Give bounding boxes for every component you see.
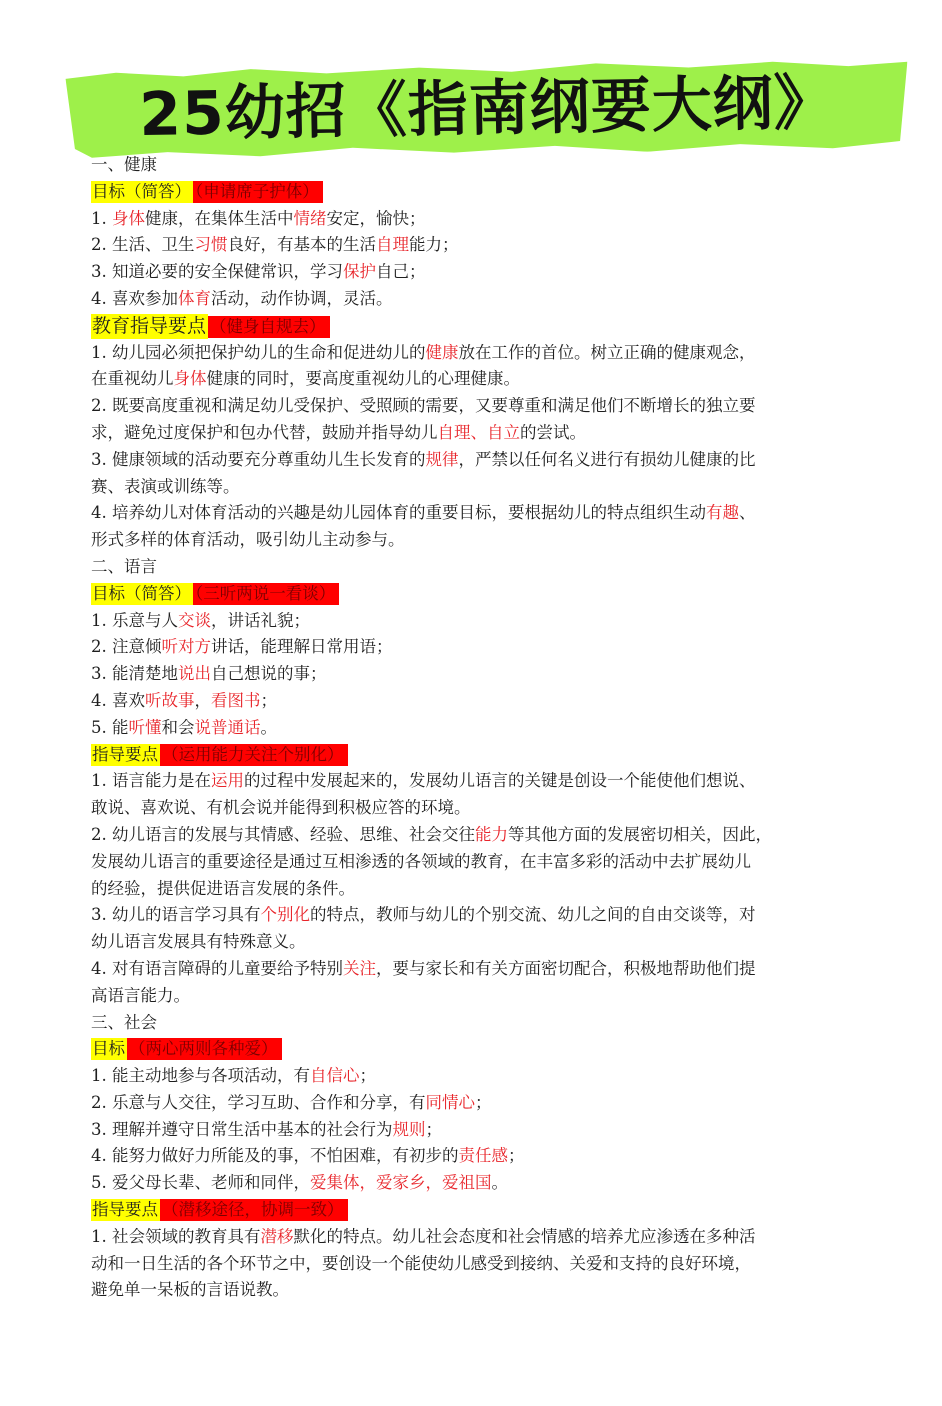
text-segment: 3. 能清楚地 <box>91 664 178 684</box>
keyword-highlight: 有趣 <box>706 503 739 523</box>
keyword-highlight: 自理 <box>376 235 409 255</box>
text-line <box>91 259 811 286</box>
keyword-highlight: 情绪 <box>293 208 327 228</box>
text-segment: 3. 幼儿的语言学习具有 <box>91 905 261 925</box>
language-goal-mnemonic: （三听两说一看谈） <box>193 583 339 605</box>
language-guide-list <box>91 768 811 1009</box>
health-guide-mnemonic: （健身自规去） <box>208 316 330 338</box>
text-segment: 1. 能主动地参与各项活动，有 <box>91 1066 310 1086</box>
text-segment: 2. 乐意与人交往，学习互助、合作和分享，有 <box>91 1092 426 1112</box>
keyword-highlight: 责任感 <box>458 1146 508 1166</box>
society-guide-label-line <box>91 1197 811 1224</box>
text-line <box>91 795 811 822</box>
text-segment: 3. 健康领域的活动要充分尊重幼儿生长发育的 <box>91 449 426 469</box>
language-goal-label: 目标（简答） <box>92 583 191 603</box>
text-line <box>91 527 811 554</box>
keyword-highlight: 听故事 <box>145 690 195 710</box>
text-line <box>91 1143 811 1170</box>
text-segment: 1. 社会领域的教育具有 <box>91 1226 261 1246</box>
text-segment: 5. 爱父母长辈、老师和同伴， <box>91 1173 310 1193</box>
text-line <box>91 286 811 313</box>
keyword-highlight: 能力 <box>475 824 508 844</box>
text-segment: 1. 语言能力是在 <box>91 771 211 791</box>
text-segment: 。 <box>260 717 277 737</box>
text-line <box>91 849 811 876</box>
text-line <box>91 902 811 929</box>
text-segment: 。 <box>491 1173 508 1193</box>
health-goal-mnemonic: （申请席子护体） <box>193 181 323 203</box>
text-segment: 4. 对有语言障碍的儿童要给予特别 <box>91 958 343 978</box>
text-line <box>91 661 811 688</box>
text-line <box>91 1063 811 1090</box>
text-segment: 2. 既要高度重视和满足幼儿受保护、受照顾的需要，又要尊重和满足他们不断增长的独立要 <box>91 396 756 416</box>
keyword-highlight: 潜移 <box>260 1226 294 1246</box>
text-segment: 形式多样的体育活动，吸引幼儿主动参与。 <box>91 530 405 550</box>
text-segment: 良好，有基本的生活 <box>227 235 376 255</box>
text-line <box>91 822 811 849</box>
health-guide-label-line <box>91 313 811 340</box>
health-goal-label: 目标（简答） <box>92 181 191 201</box>
text-line <box>91 1090 811 1117</box>
text-segment: 、 <box>739 503 756 523</box>
text-line <box>91 1224 811 1251</box>
society-goals-list <box>91 1063 811 1197</box>
keyword-highlight: 规律 <box>425 449 459 469</box>
text-line <box>91 232 811 259</box>
text-segment: ， <box>194 690 211 710</box>
text-line <box>91 1117 811 1144</box>
text-segment: 自己想说的事； <box>211 664 327 684</box>
text-segment: 的经验，提供促进语言发展的条件。 <box>91 878 355 898</box>
text-segment: 4. 喜欢 <box>91 690 145 710</box>
text-segment: 1. 幼儿园必须把保护幼儿的生命和促进幼儿的 <box>91 342 426 362</box>
society-guide-list <box>91 1224 811 1304</box>
text-segment: 健康，在集体生活中 <box>145 208 294 228</box>
keyword-highlight: 个别化 <box>260 905 310 925</box>
keyword-highlight: 身体 <box>112 208 145 228</box>
text-line <box>91 420 811 447</box>
text-line <box>91 768 811 795</box>
keyword-highlight: 听懂 <box>128 717 162 737</box>
text-segment: 3. 知道必要的安全保健常识，学习 <box>91 262 343 282</box>
health-guide-list <box>91 340 811 554</box>
society-guide-mnemonic: （潜移途径，协调一致） <box>160 1199 348 1221</box>
society-goal-label: 目标 <box>92 1039 125 1059</box>
keyword-highlight: 自理、自立 <box>437 422 520 442</box>
text-segment: 活动，动作协调，灵活。 <box>211 288 393 308</box>
text-segment: 3. 理解并遵守日常生活中基本的社会行为 <box>91 1119 393 1139</box>
society-goal-label-line <box>91 1036 811 1063</box>
text-segment: 放在工作的首位。树立正确的健康观念， <box>458 342 756 362</box>
text-segment: 求，避免过度保护和包办代替，鼓励并指导幼儿 <box>91 422 438 442</box>
text-line <box>91 634 811 661</box>
text-segment: 4. 培养幼儿对体育活动的兴趣是幼儿园体育的重要目标，要根据幼儿的特点组织生动 <box>91 503 706 523</box>
text-line <box>91 929 811 956</box>
text-segment: 5. 能 <box>91 717 129 737</box>
keyword-highlight: 保护 <box>343 262 376 282</box>
text-segment: 的特点，教师与幼儿的个别交流、幼儿之间的自由交谈等，对 <box>310 905 756 925</box>
language-goals-list <box>91 608 811 742</box>
text-line <box>91 206 811 233</box>
keyword-highlight: 关注 <box>343 958 376 978</box>
text-segment: 幼儿语言发展具有特殊意义。 <box>91 932 306 952</box>
text-line <box>91 447 811 474</box>
keyword-highlight: 自信心 <box>310 1066 360 1086</box>
keyword-highlight: 同情心 <box>425 1092 475 1112</box>
text-segment: 2. 生活、卫生 <box>91 235 195 255</box>
text-segment: ； <box>475 1092 492 1112</box>
section-heading-language: 二、语言 <box>91 556 157 576</box>
text-line <box>91 608 811 635</box>
text-line <box>91 715 811 742</box>
text-line <box>91 366 811 393</box>
text-line <box>91 1170 811 1197</box>
text-segment: 发展幼儿语言的重要途径是通过互相渗透的各领域的教育，在丰富多彩的活动中去扩展幼儿 <box>91 851 751 871</box>
text-segment: ； <box>425 1119 442 1139</box>
society-goal-mnemonic: （两心两则各种爱） <box>127 1038 282 1060</box>
text-segment: 能力； <box>409 235 459 255</box>
keyword-highlight: 听对方 <box>161 637 211 657</box>
text-segment: 赛、表演或训练等。 <box>91 476 240 496</box>
text-line <box>91 688 811 715</box>
keyword-highlight: 爱集体，爱家乡，爱祖国 <box>310 1173 492 1193</box>
title-banner <box>66 64 908 154</box>
text-segment: 和会 <box>161 717 195 737</box>
health-goal-label-line <box>91 179 811 206</box>
text-line <box>91 1251 811 1278</box>
text-segment: 动和一日生活的各个环节之中，要创设一个能使幼儿感受到接纳、关爱和支持的良好环境， <box>91 1253 751 1273</box>
keyword-highlight: 习惯 <box>194 235 228 255</box>
document-body <box>91 152 811 1304</box>
society-guide-label: 指导要点 <box>92 1200 158 1220</box>
text-segment: 默化的特点。幼儿社会态度和社会情感的培养尤应渗透在多种活 <box>293 1226 756 1246</box>
text-segment: 避免单一呆板的言语说教。 <box>91 1280 289 1300</box>
keyword-highlight: 身体 <box>173 369 207 389</box>
text-segment: 1. 乐意与人 <box>91 610 178 630</box>
text-segment: ； <box>260 690 277 710</box>
language-goal-label-line <box>91 581 811 608</box>
text-segment: ，严禁以任何名义进行有损幼儿健康的比 <box>458 449 756 469</box>
text-segment: 4. 能努力做好力所能及的事，不怕困难，有初步的 <box>91 1146 459 1166</box>
text-segment: 在重视幼儿 <box>91 369 174 389</box>
text-segment: 讲话，能理解日常用语； <box>211 637 393 657</box>
text-segment: ，讲话礼貌； <box>211 610 310 630</box>
text-segment: 高语言能力。 <box>91 985 190 1005</box>
language-guide-mnemonic: （运用能力关注个别化） <box>160 744 348 766</box>
text-segment: 的过程中发展起来的，发展幼儿语言的关键是创设一个能使他们想说、 <box>244 771 756 791</box>
section-heading-society: 三、社会 <box>91 1012 157 1032</box>
text-segment: ； <box>359 1066 376 1086</box>
text-line <box>91 500 811 527</box>
keyword-highlight: 运用 <box>211 771 244 791</box>
keyword-highlight: 说出 <box>178 664 211 684</box>
keyword-highlight: 交谈 <box>178 610 211 630</box>
text-segment: ； <box>508 1146 525 1166</box>
text-segment: 2. 幼儿语言的发展与其情感、经验、思维、社会交往 <box>91 824 475 844</box>
text-segment: 健康的同时，要高度重视幼儿的心理健康。 <box>206 369 520 389</box>
text-segment: 敢说、喜欢说、有机会说并能得到积极应答的环境。 <box>91 798 471 818</box>
text-line <box>91 393 811 420</box>
keyword-highlight: 体育 <box>178 288 211 308</box>
language-guide-label: 指导要点 <box>92 744 158 764</box>
text-segment: 2. 注意倾 <box>91 637 162 657</box>
text-line <box>91 1277 811 1304</box>
keyword-highlight: 看图书 <box>211 690 261 710</box>
text-line <box>91 340 811 367</box>
text-line <box>91 956 811 983</box>
text-segment: ，要与家长和有关方面密切配合，积极地帮助他们提 <box>376 958 756 978</box>
text-segment: 自己； <box>376 262 426 282</box>
text-line <box>91 474 811 501</box>
text-segment: 安定，愉快； <box>326 208 426 228</box>
text-segment: 1. <box>91 208 112 228</box>
page-title: 25幼招《指南纲要大纲》 <box>138 67 836 151</box>
text-segment: 等其他方面的发展密切相关，因此， <box>508 824 772 844</box>
health-goals-list <box>91 206 811 313</box>
text-segment: 4. 喜欢参加 <box>91 288 178 308</box>
text-segment: 的尝试。 <box>520 422 586 442</box>
keyword-highlight: 规则 <box>392 1119 426 1139</box>
keyword-highlight: 说普通话 <box>194 717 261 737</box>
text-line <box>91 983 811 1010</box>
language-guide-label-line <box>91 742 811 769</box>
health-guide-label: 教育指导要点 <box>92 314 207 337</box>
keyword-highlight: 健康 <box>425 342 459 362</box>
text-line <box>91 876 811 903</box>
section-heading-health: 一、健康 <box>91 155 157 174</box>
